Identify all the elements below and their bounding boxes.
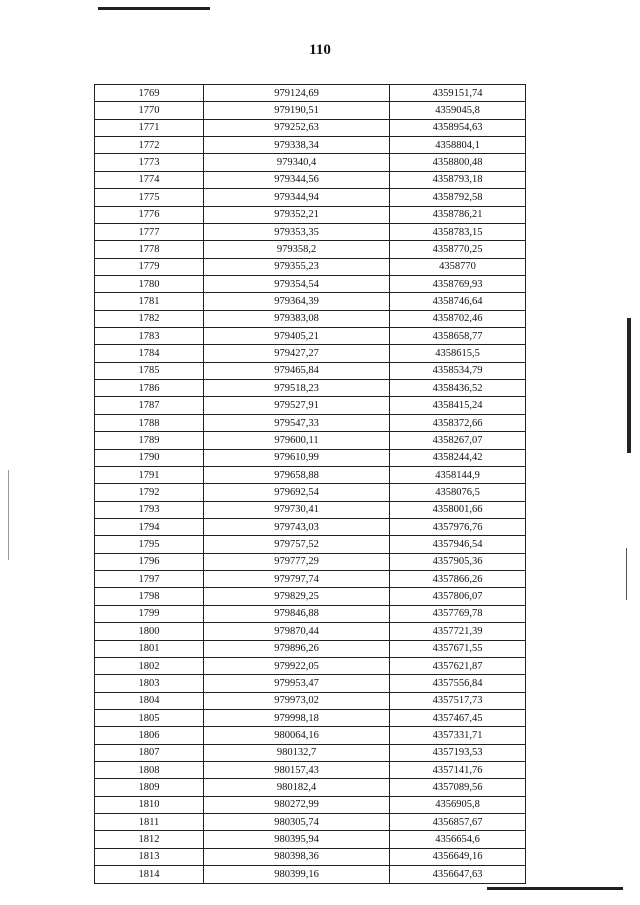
- y-coordinate-cell: 4357866,26: [390, 571, 526, 588]
- table-row: [95, 814, 526, 831]
- x-coordinate-cell: 980064,16: [204, 727, 390, 744]
- y-coordinate-cell: 4358702,46: [390, 310, 526, 327]
- y-coordinate-cell: 4358770: [390, 258, 526, 275]
- point-number-cell: 1779: [95, 258, 204, 275]
- x-coordinate-cell: 979405,21: [204, 328, 390, 345]
- point-number-cell: 1804: [95, 692, 204, 709]
- table-row: [95, 588, 526, 605]
- table-row: [95, 779, 526, 796]
- point-number-cell: 1796: [95, 553, 204, 570]
- table-row: [95, 744, 526, 761]
- point-number-cell: 1774: [95, 171, 204, 188]
- point-number-cell: 1784: [95, 345, 204, 362]
- table-row: [95, 640, 526, 657]
- y-coordinate-cell: 4358786,21: [390, 206, 526, 223]
- table-row: [95, 657, 526, 674]
- table-row: [95, 692, 526, 709]
- y-coordinate-cell: 4357905,36: [390, 553, 526, 570]
- x-coordinate-cell: 979547,33: [204, 414, 390, 431]
- point-number-cell: 1808: [95, 762, 204, 779]
- table-row: [95, 293, 526, 310]
- x-coordinate-cell: 979743,03: [204, 518, 390, 535]
- x-coordinate-cell: 979355,23: [204, 258, 390, 275]
- table-row: [95, 189, 526, 206]
- table-row: [95, 727, 526, 744]
- table-row: [95, 501, 526, 518]
- table-row: [95, 345, 526, 362]
- point-number-cell: 1775: [95, 189, 204, 206]
- y-coordinate-cell: 4357467,45: [390, 709, 526, 726]
- x-coordinate-cell: 979829,25: [204, 588, 390, 605]
- y-coordinate-cell: 4358372,66: [390, 414, 526, 431]
- table-row: [95, 675, 526, 692]
- x-coordinate-cell: 979364,39: [204, 293, 390, 310]
- scan-artifact-line: [487, 887, 623, 890]
- x-coordinate-cell: 979600,11: [204, 432, 390, 449]
- y-coordinate-cell: 4358770,25: [390, 241, 526, 258]
- coordinates-table: [94, 84, 526, 884]
- scan-artifact-line: [98, 7, 210, 10]
- table-row: [95, 571, 526, 588]
- point-number-cell: 1795: [95, 536, 204, 553]
- point-number-cell: 1793: [95, 501, 204, 518]
- point-number-cell: 1801: [95, 640, 204, 657]
- point-number-cell: 1777: [95, 223, 204, 240]
- y-coordinate-cell: 4359151,74: [390, 85, 526, 102]
- table-row: [95, 762, 526, 779]
- y-coordinate-cell: 4357193,53: [390, 744, 526, 761]
- table-row: [95, 206, 526, 223]
- y-coordinate-cell: 4356857,67: [390, 814, 526, 831]
- x-coordinate-cell: 979344,94: [204, 189, 390, 206]
- y-coordinate-cell: 4357621,87: [390, 657, 526, 674]
- table-row: [95, 623, 526, 640]
- point-number-cell: 1799: [95, 605, 204, 622]
- x-coordinate-cell: 980132,7: [204, 744, 390, 761]
- y-coordinate-cell: 4358415,24: [390, 397, 526, 414]
- x-coordinate-cell: 979465,84: [204, 362, 390, 379]
- y-coordinate-cell: 4357517,73: [390, 692, 526, 709]
- table-row: [95, 518, 526, 535]
- x-coordinate-cell: 979358,2: [204, 241, 390, 258]
- x-coordinate-cell: 979896,26: [204, 640, 390, 657]
- table-row: [95, 449, 526, 466]
- x-coordinate-cell: 979797,74: [204, 571, 390, 588]
- point-number-cell: 1810: [95, 796, 204, 813]
- x-coordinate-cell: 979252,63: [204, 119, 390, 136]
- y-coordinate-cell: 4358534,79: [390, 362, 526, 379]
- point-number-cell: 1769: [95, 85, 204, 102]
- table-row: [95, 223, 526, 240]
- scan-artifact-bar: [627, 318, 631, 453]
- table-row: [95, 102, 526, 119]
- x-coordinate-cell: 979730,41: [204, 501, 390, 518]
- table-row: [95, 258, 526, 275]
- x-coordinate-cell: 979354,54: [204, 275, 390, 292]
- point-number-cell: 1797: [95, 571, 204, 588]
- table-row: [95, 432, 526, 449]
- point-number-cell: 1782: [95, 310, 204, 327]
- y-coordinate-cell: 4357331,71: [390, 727, 526, 744]
- table-row: [95, 553, 526, 570]
- table-row: [95, 866, 526, 883]
- x-coordinate-cell: 980157,43: [204, 762, 390, 779]
- table-row: [95, 484, 526, 501]
- point-number-cell: 1771: [95, 119, 204, 136]
- table-row: [95, 380, 526, 397]
- table-row: [95, 328, 526, 345]
- table-row: [95, 275, 526, 292]
- y-coordinate-cell: 4358954,63: [390, 119, 526, 136]
- point-number-cell: 1803: [95, 675, 204, 692]
- y-coordinate-cell: 4359045,8: [390, 102, 526, 119]
- y-coordinate-cell: 4357556,84: [390, 675, 526, 692]
- table-row: [95, 137, 526, 154]
- y-coordinate-cell: 4357089,56: [390, 779, 526, 796]
- x-coordinate-cell: 979973,02: [204, 692, 390, 709]
- x-coordinate-cell: 979998,18: [204, 709, 390, 726]
- table-row: [95, 848, 526, 865]
- point-number-cell: 1789: [95, 432, 204, 449]
- x-coordinate-cell: 980395,94: [204, 831, 390, 848]
- x-coordinate-cell: 979870,44: [204, 623, 390, 640]
- table-row: [95, 796, 526, 813]
- x-coordinate-cell: 979383,08: [204, 310, 390, 327]
- y-coordinate-cell: 4358783,15: [390, 223, 526, 240]
- y-coordinate-cell: 4358800,48: [390, 154, 526, 171]
- x-coordinate-cell: 980398,36: [204, 848, 390, 865]
- x-coordinate-cell: 979518,23: [204, 380, 390, 397]
- point-number-cell: 1788: [95, 414, 204, 431]
- x-coordinate-cell: 979757,52: [204, 536, 390, 553]
- table-row: [95, 536, 526, 553]
- point-number-cell: 1811: [95, 814, 204, 831]
- y-coordinate-cell: 4358792,58: [390, 189, 526, 206]
- y-coordinate-cell: 4358436,52: [390, 380, 526, 397]
- page-number: 110: [309, 42, 331, 58]
- point-number-cell: 1812: [95, 831, 204, 848]
- y-coordinate-cell: 4358746,64: [390, 293, 526, 310]
- point-number-cell: 1770: [95, 102, 204, 119]
- x-coordinate-cell: 979338,34: [204, 137, 390, 154]
- x-coordinate-cell: 979340,4: [204, 154, 390, 171]
- point-number-cell: 1778: [95, 241, 204, 258]
- point-number-cell: 1800: [95, 623, 204, 640]
- y-coordinate-cell: 4357976,76: [390, 518, 526, 535]
- y-coordinate-cell: 4358615,5: [390, 345, 526, 362]
- y-coordinate-cell: 4358001,66: [390, 501, 526, 518]
- x-coordinate-cell: 979953,47: [204, 675, 390, 692]
- point-number-cell: 1787: [95, 397, 204, 414]
- y-coordinate-cell: 4358144,9: [390, 466, 526, 483]
- y-coordinate-cell: 4357671,55: [390, 640, 526, 657]
- table-row: [95, 362, 526, 379]
- point-number-cell: 1773: [95, 154, 204, 171]
- y-coordinate-cell: 4356649,16: [390, 848, 526, 865]
- point-number-cell: 1798: [95, 588, 204, 605]
- point-number-cell: 1802: [95, 657, 204, 674]
- y-coordinate-cell: 4356647,63: [390, 866, 526, 883]
- x-coordinate-cell: 980399,16: [204, 866, 390, 883]
- table-row: [95, 709, 526, 726]
- point-number-cell: 1807: [95, 744, 204, 761]
- point-number-cell: 1805: [95, 709, 204, 726]
- table-row: [95, 414, 526, 431]
- y-coordinate-cell: 4358076,5: [390, 484, 526, 501]
- x-coordinate-cell: 979692,54: [204, 484, 390, 501]
- point-number-cell: 1785: [95, 362, 204, 379]
- table-row: [95, 310, 526, 327]
- table-row: [95, 831, 526, 848]
- point-number-cell: 1790: [95, 449, 204, 466]
- point-number-cell: 1814: [95, 866, 204, 883]
- point-number-cell: 1794: [95, 518, 204, 535]
- x-coordinate-cell: 980305,74: [204, 814, 390, 831]
- table-row: [95, 466, 526, 483]
- x-coordinate-cell: 979344,56: [204, 171, 390, 188]
- table-row: [95, 171, 526, 188]
- table-row: [95, 397, 526, 414]
- table-row: [95, 605, 526, 622]
- y-coordinate-cell: 4358267,07: [390, 432, 526, 449]
- x-coordinate-cell: 979190,51: [204, 102, 390, 119]
- y-coordinate-cell: 4356654,6: [390, 831, 526, 848]
- x-coordinate-cell: 979124,69: [204, 85, 390, 102]
- x-coordinate-cell: 979353,35: [204, 223, 390, 240]
- x-coordinate-cell: 979658,88: [204, 466, 390, 483]
- x-coordinate-cell: 979427,27: [204, 345, 390, 362]
- y-coordinate-cell: 4358769,93: [390, 275, 526, 292]
- x-coordinate-cell: 980182,4: [204, 779, 390, 796]
- point-number-cell: 1791: [95, 466, 204, 483]
- y-coordinate-cell: 4358804,1: [390, 137, 526, 154]
- x-coordinate-cell: 979610,99: [204, 449, 390, 466]
- point-number-cell: 1813: [95, 848, 204, 865]
- y-coordinate-cell: 4356905,8: [390, 796, 526, 813]
- y-coordinate-cell: 4358658,77: [390, 328, 526, 345]
- scan-artifact-mark: [8, 470, 9, 560]
- point-number-cell: 1792: [95, 484, 204, 501]
- y-coordinate-cell: 4358793,18: [390, 171, 526, 188]
- y-coordinate-cell: 4357141,76: [390, 762, 526, 779]
- table-row: [95, 85, 526, 102]
- point-number-cell: 1776: [95, 206, 204, 223]
- x-coordinate-cell: 979527,91: [204, 397, 390, 414]
- table-row: [95, 154, 526, 171]
- x-coordinate-cell: 980272,99: [204, 796, 390, 813]
- y-coordinate-cell: 4357721,39: [390, 623, 526, 640]
- table-row: [95, 119, 526, 136]
- point-number-cell: 1772: [95, 137, 204, 154]
- y-coordinate-cell: 4358244,42: [390, 449, 526, 466]
- scan-artifact-mark: [626, 548, 627, 600]
- point-number-cell: 1786: [95, 380, 204, 397]
- point-number-cell: 1780: [95, 275, 204, 292]
- point-number-cell: 1783: [95, 328, 204, 345]
- x-coordinate-cell: 979846,88: [204, 605, 390, 622]
- point-number-cell: 1806: [95, 727, 204, 744]
- x-coordinate-cell: 979777,29: [204, 553, 390, 570]
- table-row: [95, 241, 526, 258]
- table-body: [95, 85, 526, 884]
- y-coordinate-cell: 4357946,54: [390, 536, 526, 553]
- y-coordinate-cell: 4357769,78: [390, 605, 526, 622]
- y-coordinate-cell: 4357806,07: [390, 588, 526, 605]
- x-coordinate-cell: 979352,21: [204, 206, 390, 223]
- x-coordinate-cell: 979922,05: [204, 657, 390, 674]
- point-number-cell: 1781: [95, 293, 204, 310]
- point-number-cell: 1809: [95, 779, 204, 796]
